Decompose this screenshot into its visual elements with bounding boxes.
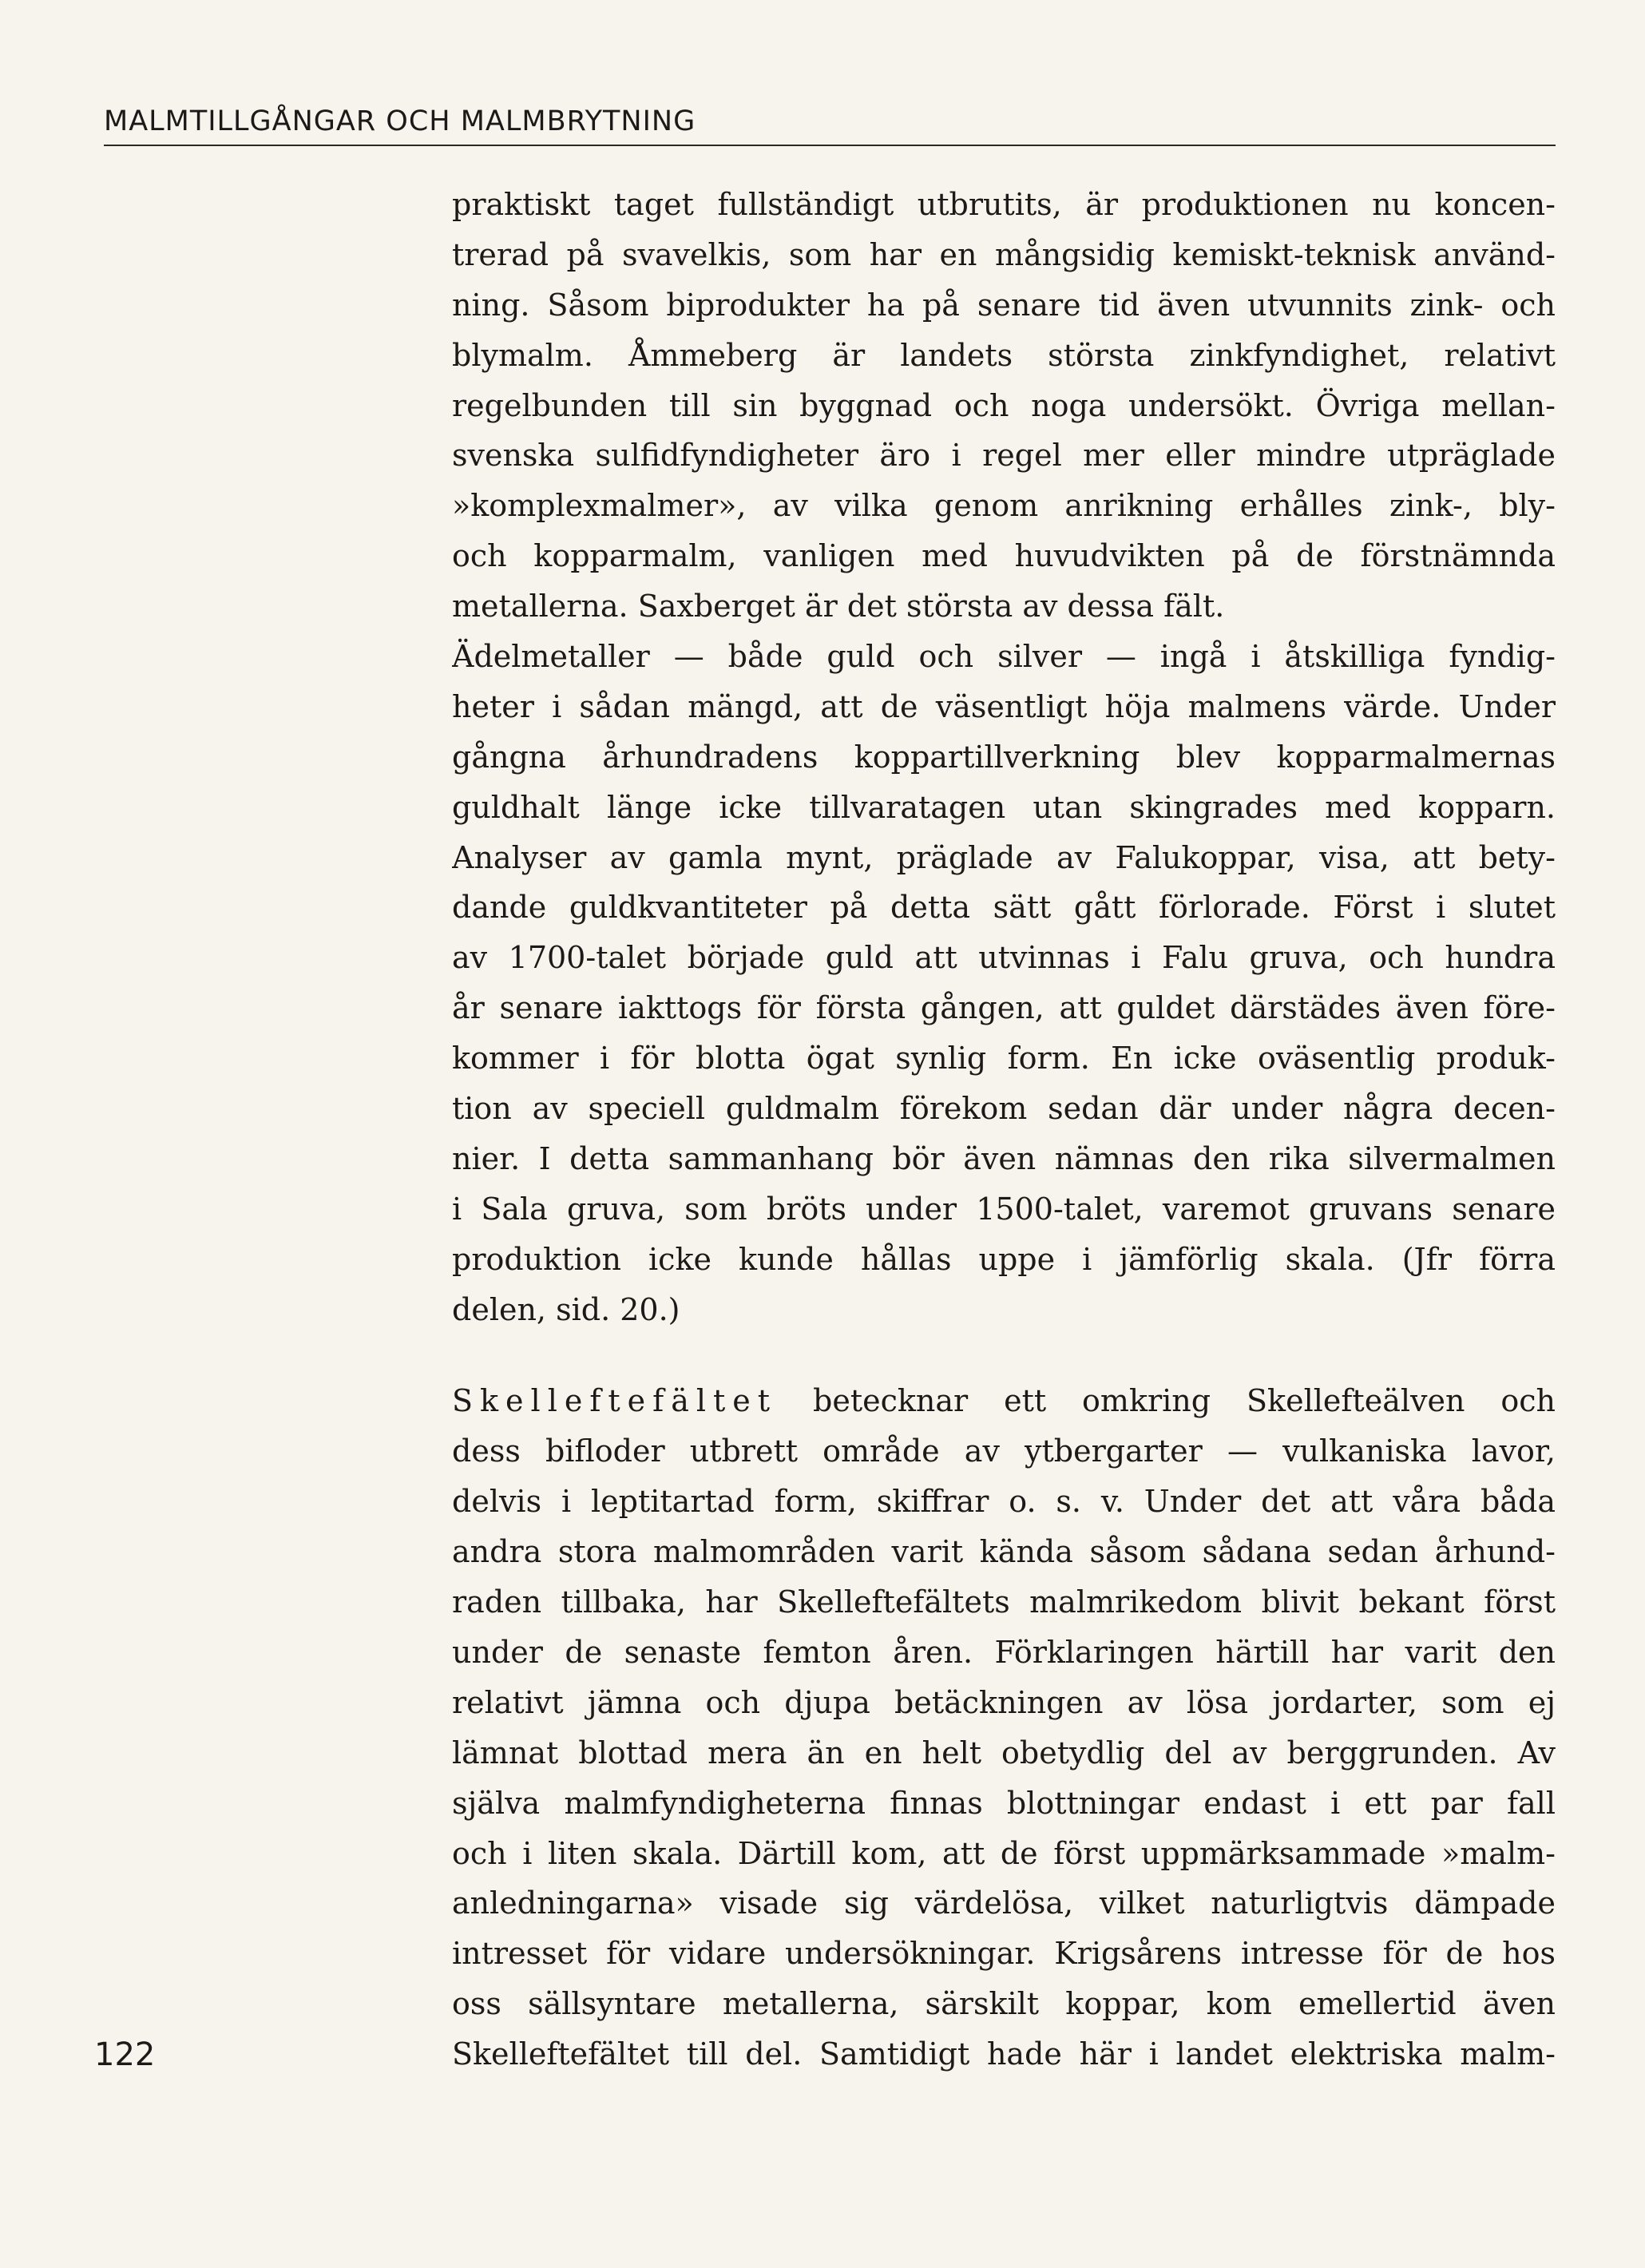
body-text bbox=[452, 180, 1556, 2080]
text-line: svenska sulfidfyndigheter äro i regel mer eller mindre utpräglade bbox=[452, 438, 1556, 474]
text-line: anledningarna» visade sig värdelösa, vilket naturligtvis dämpade bbox=[452, 1885, 1556, 1921]
text-line: raden tillbaka, har Skelleftefältets malmrikedom blivit bekant först bbox=[452, 1584, 1556, 1620]
text-line: blymalm. Åmmeberg är landets största zinkfyndighet, relativt bbox=[452, 337, 1556, 373]
text-line: Ädelmetaller — både guld och silver — ingå i åtskilliga fyndig- bbox=[452, 639, 1556, 675]
text-line: nier. I detta sammanhang bör även nämnas den rika silvermalmen bbox=[452, 1140, 1556, 1176]
text-line: i Sala gruva, som bröts under 1500-talet, varemot gruvans senare bbox=[452, 1191, 1556, 1227]
text-line: delvis i leptitartad form, skiffrar o. s. v. Under det att våra båda bbox=[452, 1484, 1556, 1520]
text-line: under de senaste femton åren. Förklaringen härtill har varit den bbox=[452, 1634, 1556, 1670]
text-line: delen, sid. 20.) bbox=[452, 1291, 680, 1327]
header-rule bbox=[104, 145, 1556, 146]
text-line: heter i sådan mängd, att de väsentligt höja malmens värde. Under bbox=[452, 688, 1556, 724]
text-line: produktion icke kunde hållas uppe i jämförlig skala. (Jfr förra bbox=[452, 1241, 1556, 1277]
text-line: och i liten skala. Därtill kom, att de först uppmärksammade »malm- bbox=[452, 1835, 1556, 1871]
text-line: intresset för vidare undersökningar. Krigsårens intresse för de hos bbox=[452, 1936, 1556, 1972]
text-line: metallerna. Saxberget är det största av dessa fält. bbox=[452, 589, 1225, 624]
text-line: dande guldkvantiteter på detta sätt gått förlorade. Först i slutet bbox=[452, 890, 1556, 926]
paragraph-2 bbox=[452, 632, 1556, 1334]
text-line: av 1700-talet började guld att utvinnas i Falu gruva, och hundra bbox=[452, 940, 1556, 976]
text-line: andra stora malmområden varit kända såsom sådana sedan århund- bbox=[452, 1534, 1556, 1570]
text-line: ning. Såsom biprodukter ha på senare tid även utvunnits zink- och bbox=[452, 287, 1556, 323]
text-line: trerad på svavelkis, som har en mångsidig kemiskt-teknisk använd- bbox=[452, 236, 1556, 272]
text-line: »komplexmalmer», av vilka genom anrikning erhålles zink-, bly- bbox=[452, 488, 1556, 524]
text-line: lämnat blottad mera än en helt obetydlig del av berggrunden. Av bbox=[452, 1735, 1556, 1770]
text-line: och kopparmalm, vanligen med huvudvikten på de förstnämnda bbox=[452, 538, 1556, 574]
section-gap bbox=[452, 1334, 1556, 1376]
text-line: guldhalt länge icke tillvaratagen utan skingrades med kopparn. bbox=[452, 789, 1556, 825]
paragraph-1 bbox=[452, 180, 1556, 632]
text-line: tion av speciell guldmalm förekom sedan där under några decen- bbox=[452, 1091, 1556, 1127]
paragraph-3 bbox=[452, 1376, 1556, 2079]
text-line: praktiskt taget fullständigt utbrutits, är produktionen nu koncen- bbox=[452, 187, 1556, 222]
text-line: själva malmfyndigheterna finnas blottningar endast i ett par fall bbox=[452, 1785, 1556, 1821]
text-line: år senare iakttogs för första gången, att guldet därstädes även före- bbox=[452, 990, 1556, 1026]
running-header: MALMTILLGÅNGAR OCH MALMBRYTNING bbox=[104, 105, 696, 137]
page-number: 122 bbox=[94, 2036, 156, 2073]
text-line-rest: betecknar ett omkring Skellefteälven och bbox=[777, 1383, 1556, 1419]
text-line: gångna århundradens koppartillverkning blev kopparmalmernas bbox=[452, 739, 1556, 775]
text-line: relativt jämna och djupa betäckningen av lösa jordarter, som ej bbox=[452, 1684, 1556, 1720]
text-line: Skelleftefältet till del. Samtidigt hade här i landet elektriska malm- bbox=[452, 2036, 1556, 2072]
text-line: regelbunden till sin byggnad och noga undersökt. Övriga mellan- bbox=[452, 387, 1556, 423]
text-line: dess bifloder utbrett område av ytbergarter — vulkaniska lavor, bbox=[452, 1433, 1556, 1469]
text-line: oss sällsyntare metallerna, särskilt koppar, kom emellertid även bbox=[452, 1986, 1556, 2022]
text-line: kommer i för blotta ögat synlig form. En icke oväsentlig produk- bbox=[452, 1041, 1556, 1077]
text-line bbox=[452, 1376, 1556, 1426]
text-line: Analyser av gamla mynt, präglade av Falukoppar, visa, att bety- bbox=[452, 839, 1556, 875]
spaced-heading: Skelleftefältet bbox=[452, 1383, 778, 1419]
